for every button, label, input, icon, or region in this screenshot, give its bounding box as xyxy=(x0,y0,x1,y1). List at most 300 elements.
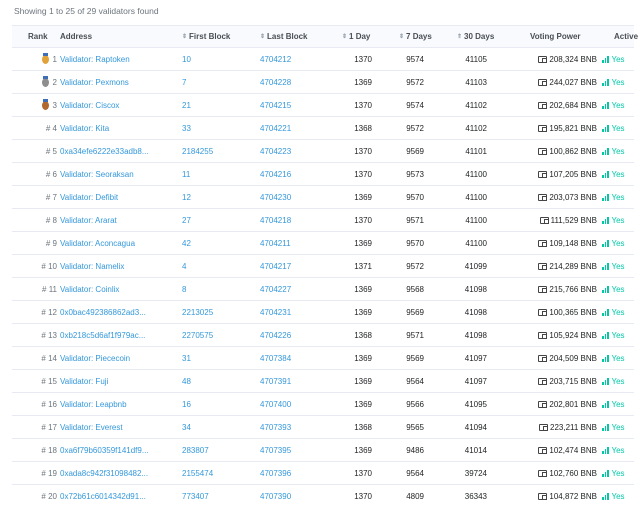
rank-cell xyxy=(12,278,57,300)
validator-address-link[interactable]: 0xada8c942f31098482... xyxy=(60,468,149,478)
blocks-1-day: 1369 xyxy=(354,77,372,87)
blocks-1-day: 1370 xyxy=(354,54,372,64)
blocks-7-days: 9564 xyxy=(406,376,424,386)
blocks-30-days: 41100 xyxy=(465,192,487,202)
sort-up-icon: ⇑ xyxy=(457,34,463,40)
signal-bars-icon xyxy=(602,217,610,224)
active-status xyxy=(602,347,630,369)
header-address: Address xyxy=(60,32,93,41)
signal-bars-icon xyxy=(602,240,610,247)
active-status xyxy=(602,416,630,438)
rank-value: # 17 xyxy=(41,422,57,432)
first-block-link[interactable]: 12 xyxy=(182,192,191,202)
header-1-day[interactable] xyxy=(342,26,382,47)
first-block-link[interactable]: 2213025 xyxy=(182,307,214,317)
header-first-block[interactable] xyxy=(182,26,252,47)
signal-bars-icon xyxy=(602,286,610,293)
blocks-1-day: 1369 xyxy=(354,399,372,409)
rank-cell xyxy=(12,48,57,70)
first-block-link[interactable]: 34 xyxy=(182,422,191,432)
active-value: Yes xyxy=(611,422,625,432)
active-status xyxy=(602,439,630,461)
active-value: Yes xyxy=(611,330,625,340)
active-status xyxy=(602,301,630,323)
first-block-link[interactable]: 27 xyxy=(182,215,191,225)
table-row xyxy=(12,209,634,232)
rank-value: # 15 xyxy=(41,376,57,386)
wallet-icon xyxy=(538,286,547,293)
active-status xyxy=(602,462,630,484)
active-value: Yes xyxy=(611,491,625,501)
rank-cell xyxy=(12,209,57,231)
header-7-days[interactable] xyxy=(399,26,439,47)
rank-value: # 9 xyxy=(45,238,57,248)
active-value: Yes xyxy=(611,353,625,363)
last-block-link[interactable]: 4707395 xyxy=(260,445,292,455)
wallet-icon xyxy=(538,148,547,155)
validator-address-link[interactable]: Validator: Fuji xyxy=(60,376,109,386)
rank-cell xyxy=(12,163,57,185)
rank-value: # 19 xyxy=(41,468,57,478)
rank-cell xyxy=(12,462,57,484)
validator-address-link[interactable]: 0xa6f79b60359f141df9... xyxy=(60,445,149,455)
blocks-30-days: 41102 xyxy=(465,100,487,110)
rank-cell xyxy=(12,301,57,323)
rank-cell xyxy=(12,186,57,208)
active-status xyxy=(602,278,630,300)
voting-power-cell xyxy=(517,186,597,208)
table-row xyxy=(12,370,634,393)
rank-cell xyxy=(12,393,57,415)
voting-power-cell xyxy=(517,209,597,231)
blocks-7-days: 9568 xyxy=(406,284,424,294)
active-value: Yes xyxy=(611,307,625,317)
voting-power-value: 208,324 BNB xyxy=(549,54,597,64)
voting-power-value: 100,365 BNB xyxy=(549,307,597,317)
last-block-link[interactable]: 4704212 xyxy=(260,54,292,64)
blocks-30-days: 41100 xyxy=(465,169,487,179)
voting-power-cell xyxy=(517,347,597,369)
voting-power-value: 202,684 BNB xyxy=(549,100,597,110)
signal-bars-icon xyxy=(602,424,610,431)
active-value: Yes xyxy=(611,77,625,87)
voting-power-value: 102,760 BNB xyxy=(549,468,597,478)
last-block-link[interactable]: 4707393 xyxy=(260,422,292,432)
header-active: Active xyxy=(614,32,639,41)
rank-value: # 5 xyxy=(45,146,57,156)
active-value: Yes xyxy=(611,261,625,271)
blocks-1-day: 1368 xyxy=(354,422,372,432)
blocks-30-days: 39724 xyxy=(464,468,487,478)
rank-value: # 16 xyxy=(41,399,57,409)
blocks-7-days: 9569 xyxy=(406,146,424,156)
bronze-medal-icon xyxy=(42,101,49,110)
blocks-30-days: 41100 xyxy=(465,238,487,248)
active-value: Yes xyxy=(611,169,625,179)
wallet-icon xyxy=(538,470,547,477)
last-block-link[interactable]: 4707390 xyxy=(260,491,292,501)
blocks-1-day: 1370 xyxy=(354,146,372,156)
signal-bars-icon xyxy=(602,171,610,178)
header-last-block[interactable] xyxy=(260,26,330,47)
voting-power-cell xyxy=(517,232,597,254)
results-summary: Showing 1 to 25 of 29 validators found xyxy=(14,6,159,16)
voting-power-value: 204,509 BNB xyxy=(549,353,597,363)
blocks-7-days: 9569 xyxy=(406,353,424,363)
active-value: Yes xyxy=(611,146,625,156)
signal-bars-icon xyxy=(602,493,610,500)
first-block-link[interactable]: 8 xyxy=(182,284,187,294)
voting-power-value: 195,821 BNB xyxy=(549,123,597,133)
rank-cell xyxy=(12,439,57,461)
table-row xyxy=(12,324,634,347)
last-block-link[interactable]: 4704215 xyxy=(260,100,292,110)
wallet-icon xyxy=(538,102,547,109)
signal-bars-icon xyxy=(602,102,610,109)
blocks-30-days: 41097 xyxy=(464,353,487,363)
header-voting-power: Voting Power xyxy=(530,32,581,41)
first-block-link[interactable]: 48 xyxy=(182,376,191,386)
silver-medal-icon xyxy=(42,78,49,87)
voting-power-cell xyxy=(517,48,597,70)
blocks-30-days: 41098 xyxy=(464,330,487,340)
wallet-icon xyxy=(538,378,547,385)
rank-value: # 11 xyxy=(42,284,57,294)
active-status xyxy=(602,163,630,185)
last-block-link[interactable]: 4707391 xyxy=(260,376,292,386)
table-row xyxy=(12,117,634,140)
active-status xyxy=(602,232,630,254)
active-status xyxy=(602,48,630,70)
wallet-icon xyxy=(538,332,547,339)
voting-power-cell xyxy=(517,393,597,415)
validator-address-link[interactable]: Validator: Defibit xyxy=(60,192,119,202)
first-block-link[interactable]: 16 xyxy=(182,399,191,409)
last-block-link[interactable]: 4707400 xyxy=(260,399,292,409)
table-row xyxy=(12,163,634,186)
first-block-link[interactable]: 773407 xyxy=(182,491,209,501)
blocks-1-day: 1371 xyxy=(354,261,372,271)
rank-cell xyxy=(12,255,57,277)
validator-address-link[interactable]: 0xa34efe6222e33adb8... xyxy=(60,146,149,156)
blocks-30-days: 41099 xyxy=(464,261,487,271)
table-row xyxy=(12,186,634,209)
blocks-30-days: 41014 xyxy=(464,445,487,455)
wallet-icon xyxy=(538,171,547,178)
active-value: Yes xyxy=(611,468,625,478)
validator-address-link[interactable]: Validator: Pexmons xyxy=(60,77,129,87)
blocks-7-days: 9572 xyxy=(406,77,424,87)
active-status xyxy=(602,324,630,346)
validator-address-link[interactable]: Validator: Namelix xyxy=(60,261,125,271)
blocks-7-days: 9572 xyxy=(406,261,424,271)
first-block-link[interactable]: 4 xyxy=(182,261,187,271)
wallet-icon xyxy=(538,309,547,316)
voting-power-cell xyxy=(517,462,597,484)
blocks-30-days: 41102 xyxy=(465,123,487,133)
rank-cell xyxy=(12,140,57,162)
active-value: Yes xyxy=(611,445,625,455)
table-row xyxy=(12,278,634,301)
voting-power-cell xyxy=(517,324,597,346)
validator-address-link[interactable]: Validator: Kita xyxy=(60,123,110,133)
last-block-link[interactable]: 4704221 xyxy=(260,123,292,133)
wallet-icon xyxy=(538,401,547,408)
voting-power-value: 104,872 BNB xyxy=(549,491,597,501)
validator-address-link[interactable]: Validator: Aconcagua xyxy=(60,238,136,248)
wallet-icon xyxy=(538,125,547,132)
rank-value: # 6 xyxy=(45,169,57,179)
last-block-link[interactable]: 4704223 xyxy=(260,146,292,156)
blocks-30-days: 41098 xyxy=(464,307,487,317)
voting-power-cell xyxy=(517,278,597,300)
blocks-1-day: 1370 xyxy=(354,215,372,225)
blocks-30-days: 41101 xyxy=(465,146,487,156)
validator-address-link[interactable]: Validator: Ciscox xyxy=(60,100,120,110)
last-block-link[interactable]: 4704216 xyxy=(260,169,292,179)
wallet-icon xyxy=(538,263,547,270)
wallet-icon xyxy=(538,355,547,362)
blocks-30-days: 41095 xyxy=(464,399,487,409)
validator-address-link[interactable]: 0x0bac492386862ad3... xyxy=(60,307,146,317)
active-status xyxy=(602,485,630,507)
table-row xyxy=(12,462,634,485)
table-row xyxy=(12,94,634,117)
header-30-days[interactable] xyxy=(457,26,502,47)
header-1-day-label: 1 Day xyxy=(349,32,371,41)
blocks-1-day: 1369 xyxy=(354,192,372,202)
active-value: Yes xyxy=(611,238,625,248)
active-value: Yes xyxy=(611,54,625,64)
signal-bars-icon xyxy=(602,355,610,362)
voting-power-cell xyxy=(517,140,597,162)
table-row xyxy=(12,393,634,416)
header-last-block-label: Last Block xyxy=(267,32,308,41)
active-status xyxy=(602,209,630,231)
voting-power-value: 203,073 BNB xyxy=(549,192,597,202)
first-block-link[interactable]: 10 xyxy=(182,54,191,64)
voting-power-cell xyxy=(517,439,597,461)
header-first-block-label: First Block xyxy=(189,32,231,41)
blocks-7-days: 9571 xyxy=(406,215,424,225)
voting-power-cell xyxy=(517,301,597,323)
blocks-7-days: 9574 xyxy=(406,54,424,64)
blocks-30-days: 41100 xyxy=(465,215,487,225)
blocks-7-days: 9566 xyxy=(406,399,424,409)
first-block-link[interactable]: 2155474 xyxy=(182,468,214,478)
blocks-1-day: 1370 xyxy=(354,100,372,110)
first-block-link[interactable]: 7 xyxy=(182,77,187,87)
active-value: Yes xyxy=(611,100,625,110)
rank-value: # 13 xyxy=(41,330,57,340)
rank-value: # 18 xyxy=(41,445,57,455)
validator-address-link[interactable]: Validator: Seoraksan xyxy=(60,169,134,179)
blocks-7-days: 9486 xyxy=(406,445,424,455)
voting-power-value: 102,474 BNB xyxy=(549,445,597,455)
active-status xyxy=(602,186,630,208)
last-block-link[interactable]: 4704217 xyxy=(260,261,292,271)
sort-icon: ⇕ xyxy=(260,34,266,40)
blocks-1-day: 1369 xyxy=(354,284,372,294)
validator-address-link[interactable]: Validator: Coinlix xyxy=(60,284,120,294)
blocks-30-days: 41094 xyxy=(464,422,487,432)
validator-address-link[interactable]: Validator: Leapbnb xyxy=(60,399,127,409)
signal-bars-icon xyxy=(602,401,610,408)
blocks-1-day: 1370 xyxy=(354,468,372,478)
signal-bars-icon xyxy=(602,148,610,155)
table-row xyxy=(12,485,634,507)
first-block-link[interactable]: 11 xyxy=(182,169,191,179)
signal-bars-icon xyxy=(602,447,610,454)
voting-power-cell xyxy=(517,255,597,277)
validator-address-link[interactable]: 0x72b61c6014342d91... xyxy=(60,491,146,501)
rank-cell xyxy=(12,94,57,116)
wallet-icon xyxy=(539,424,548,431)
last-block-link[interactable]: 4704226 xyxy=(260,330,292,340)
blocks-7-days: 9569 xyxy=(406,307,424,317)
first-block-link[interactable]: 283807 xyxy=(182,445,209,455)
validator-address-link[interactable]: Validator: Everest xyxy=(60,422,123,432)
rank-cell xyxy=(12,324,57,346)
active-value: Yes xyxy=(611,192,625,202)
active-value: Yes xyxy=(611,284,625,294)
rank-cell xyxy=(12,71,57,93)
active-status xyxy=(602,94,630,116)
last-block-link[interactable]: 4707384 xyxy=(260,353,292,363)
active-status xyxy=(602,140,630,162)
blocks-1-day: 1370 xyxy=(354,491,372,501)
validator-address-link[interactable]: Validator: Ararat xyxy=(60,215,117,225)
rank-value: # 7 xyxy=(45,192,57,202)
last-block-link[interactable]: 4704228 xyxy=(260,77,292,87)
active-status xyxy=(602,393,630,415)
signal-bars-icon xyxy=(602,263,610,270)
rank-value: # 4 xyxy=(45,123,57,133)
voting-power-value: 215,766 BNB xyxy=(549,284,597,294)
active-value: Yes xyxy=(611,376,625,386)
voting-power-cell xyxy=(517,370,597,392)
last-block-link[interactable]: 4707396 xyxy=(260,468,292,478)
first-block-link[interactable]: 2184255 xyxy=(182,146,214,156)
wallet-icon xyxy=(540,217,549,224)
rank-value: # 12 xyxy=(41,307,57,317)
active-status xyxy=(602,370,630,392)
voting-power-value: 105,924 BNB xyxy=(549,330,597,340)
wallet-icon xyxy=(538,447,547,454)
voting-power-value: 244,027 BNB xyxy=(549,77,597,87)
wallet-icon xyxy=(538,493,547,500)
table-row xyxy=(12,347,634,370)
rank-value: # 14 xyxy=(41,353,57,363)
voting-power-value: 107,205 BNB xyxy=(549,169,597,179)
blocks-30-days: 41098 xyxy=(464,284,487,294)
voting-power-cell xyxy=(517,485,597,507)
blocks-7-days: 9572 xyxy=(406,123,424,133)
voting-power-value: 100,862 BNB xyxy=(549,146,597,156)
active-value: Yes xyxy=(611,215,625,225)
first-block-link[interactable]: 2270575 xyxy=(182,330,214,340)
table-row xyxy=(12,232,634,255)
blocks-7-days: 9564 xyxy=(406,468,424,478)
blocks-1-day: 1369 xyxy=(354,307,372,317)
first-block-link[interactable]: 31 xyxy=(182,353,191,363)
wallet-icon xyxy=(538,240,547,247)
blocks-1-day: 1369 xyxy=(354,353,372,363)
blocks-1-day: 1369 xyxy=(354,238,372,248)
validators-table xyxy=(12,25,639,507)
validator-address-link[interactable]: Validator: Raptoken xyxy=(60,54,130,64)
table-row xyxy=(12,416,634,439)
first-block-link[interactable]: 21 xyxy=(182,100,191,110)
last-block-link[interactable]: 4704231 xyxy=(260,307,292,317)
table-row xyxy=(12,71,634,94)
blocks-30-days: 41097 xyxy=(464,376,487,386)
blocks-1-day: 1368 xyxy=(354,330,372,340)
voting-power-cell xyxy=(517,416,597,438)
first-block-link[interactable]: 42 xyxy=(182,238,191,248)
blocks-30-days: 41103 xyxy=(465,77,487,87)
signal-bars-icon xyxy=(602,194,610,201)
last-block-link[interactable]: 4704230 xyxy=(260,192,292,202)
voting-power-cell xyxy=(517,163,597,185)
blocks-1-day: 1369 xyxy=(354,445,372,455)
signal-bars-icon xyxy=(602,332,610,339)
rank-cell xyxy=(12,232,57,254)
last-block-link[interactable]: 4704227 xyxy=(260,284,292,294)
rank-cell xyxy=(12,416,57,438)
blocks-7-days: 9570 xyxy=(406,238,424,248)
validator-address-link[interactable]: 0xb218c5d6af1f979ac... xyxy=(60,330,146,340)
table-row xyxy=(12,255,634,278)
voting-power-cell xyxy=(517,71,597,93)
active-value: Yes xyxy=(611,399,625,409)
validator-address-link[interactable]: Validator: Piececoin xyxy=(60,353,131,363)
voting-power-value: 111,529 BNB xyxy=(550,215,597,225)
rank-value: 2 xyxy=(52,77,57,87)
rank-cell xyxy=(12,485,57,507)
blocks-7-days: 9573 xyxy=(406,169,424,179)
rank-value: 3 xyxy=(52,100,57,110)
rank-cell xyxy=(12,347,57,369)
signal-bars-icon xyxy=(602,470,610,477)
table-row xyxy=(12,301,634,324)
blocks-1-day: 1369 xyxy=(354,376,372,386)
active-status xyxy=(602,255,630,277)
signal-bars-icon xyxy=(602,125,610,132)
signal-bars-icon xyxy=(602,378,610,385)
signal-bars-icon xyxy=(602,79,610,86)
active-status xyxy=(602,71,630,93)
header-7-days-label: 7 Days xyxy=(406,32,432,41)
sort-icon: ⇕ xyxy=(182,34,188,40)
signal-bars-icon xyxy=(602,56,610,63)
active-status xyxy=(602,117,630,139)
blocks-30-days: 41105 xyxy=(465,54,487,64)
blocks-7-days: 9571 xyxy=(406,330,424,340)
first-block-link[interactable]: 33 xyxy=(182,123,191,133)
gold-medal-icon xyxy=(42,55,49,64)
blocks-7-days: 9574 xyxy=(406,100,424,110)
last-block-link[interactable]: 4704211 xyxy=(260,238,291,248)
voting-power-value: 203,715 BNB xyxy=(549,376,597,386)
voting-power-value: 214,289 BNB xyxy=(549,261,597,271)
table-row xyxy=(12,439,634,462)
wallet-icon xyxy=(538,79,547,86)
blocks-7-days: 4809 xyxy=(406,491,424,501)
last-block-link[interactable]: 4704218 xyxy=(260,215,292,225)
blocks-1-day: 1368 xyxy=(354,123,372,133)
voting-power-value: 109,148 BNB xyxy=(549,238,597,248)
